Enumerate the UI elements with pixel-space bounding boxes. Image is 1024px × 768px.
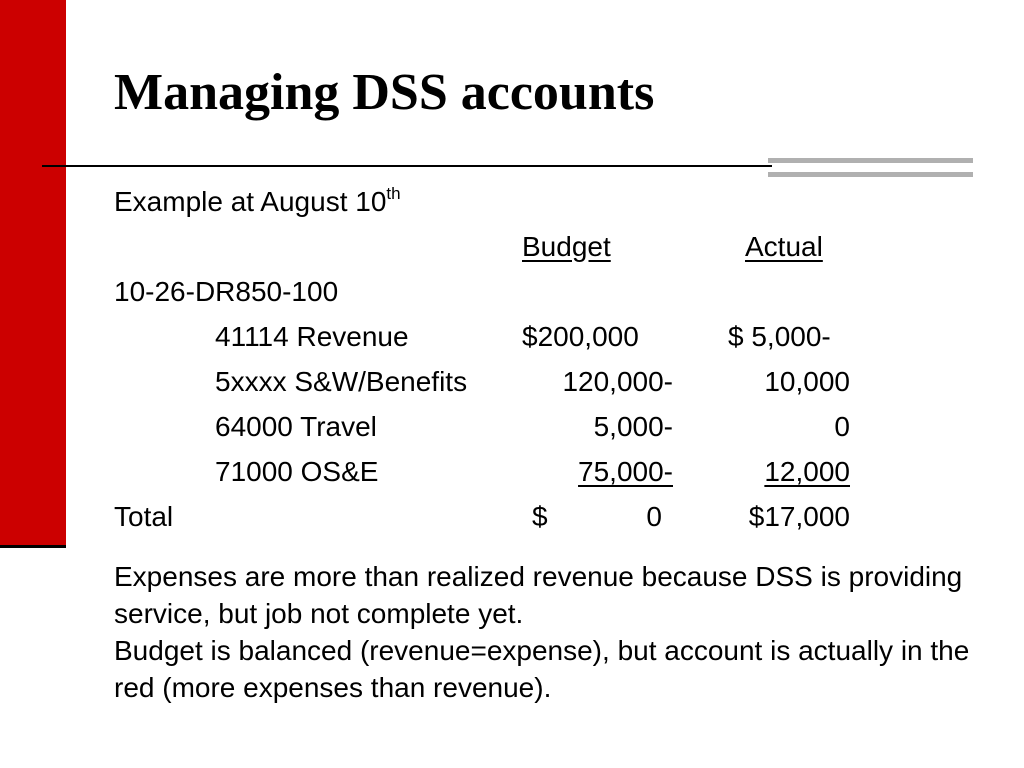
- total-actual: $17,000: [748, 501, 850, 532]
- row-actual: $ 5,000-: [728, 321, 831, 352]
- row-actual: 10,000: [764, 366, 850, 397]
- account-number: 10-26-DR850-100: [114, 276, 339, 307]
- explanation-line: Expenses are more than realized revenue because DSS is providing service, but job not complete yet.: [114, 561, 963, 629]
- row-actual: 12,000: [764, 456, 850, 487]
- total-budget-symbol: $: [532, 501, 548, 532]
- explanation-line: Budget is balanced (revenue=expense), but account is actually in the red (more expenses than revenue).: [114, 635, 970, 703]
- decorative-gray-bar-top: [768, 158, 973, 163]
- explanation: [114, 558, 994, 706]
- accent-bar-underline: [0, 545, 66, 548]
- row-label: 71000 OS&E: [215, 456, 379, 487]
- example-heading: [114, 185, 401, 219]
- decorative-gray-bar-bottom: [768, 172, 973, 177]
- accent-red-bar: [0, 0, 66, 545]
- example-heading-text: Example at August 10: [114, 186, 387, 217]
- row-budget: 75,000-: [578, 456, 673, 487]
- total-budget: 0: [646, 501, 662, 532]
- row-budget: $200,000: [522, 321, 639, 352]
- row-label: 5xxxx S&W/Benefits: [215, 366, 468, 397]
- row-budget: 120,000-: [562, 366, 673, 397]
- row-label: 41114 Revenue: [215, 321, 409, 352]
- slide-title: Managing DSS accounts: [114, 64, 655, 121]
- row-label: 64000 Travel: [215, 411, 377, 442]
- column-header-budget: Budget: [522, 231, 611, 262]
- total-label: Total: [114, 501, 174, 532]
- title-divider: [42, 165, 772, 167]
- superscript-th: th: [386, 183, 401, 203]
- row-actual: 0: [834, 411, 850, 442]
- row-budget: 5,000-: [593, 411, 673, 442]
- column-header-actual: Actual: [745, 231, 823, 262]
